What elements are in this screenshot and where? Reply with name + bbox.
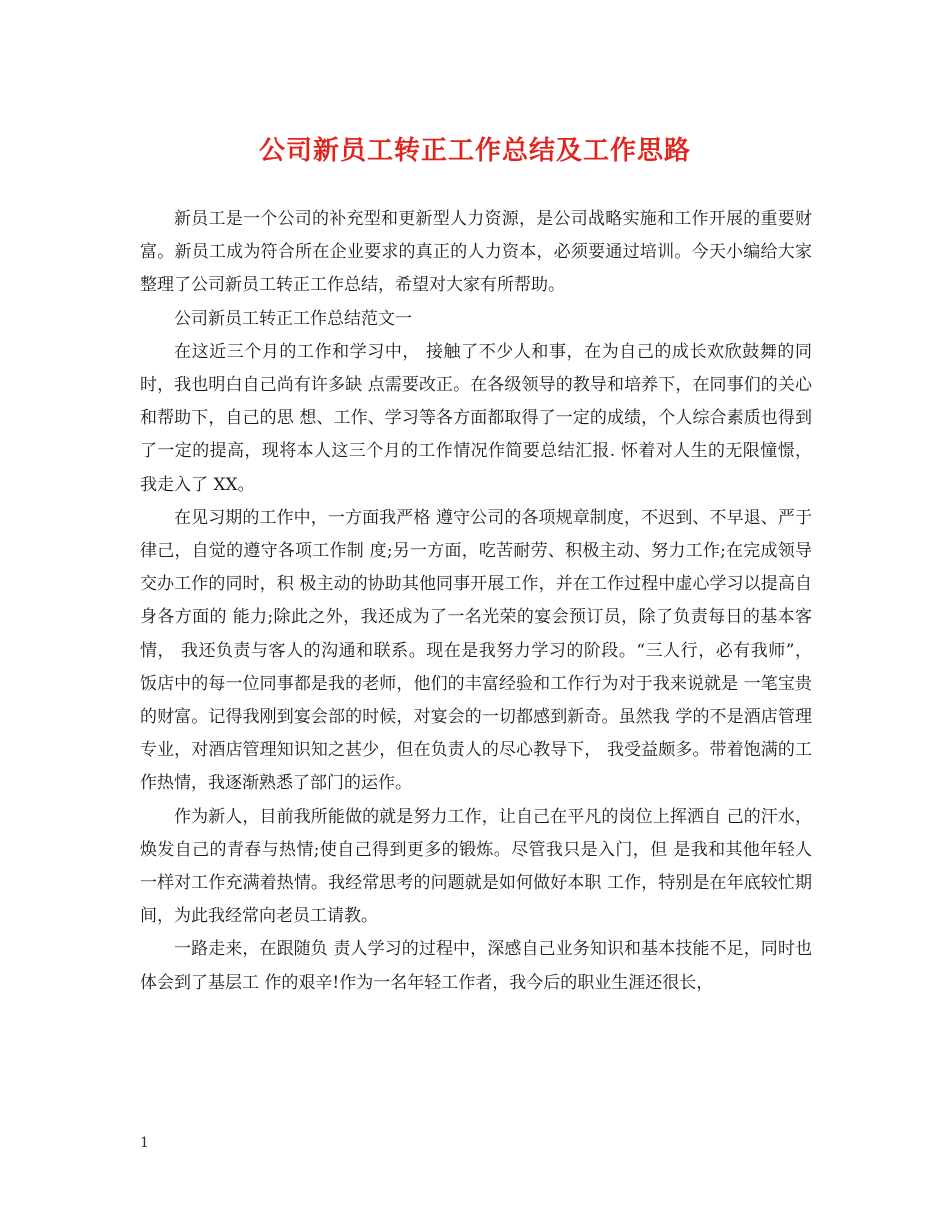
paragraph-intro: 新员工是一个公司的补充型和更新型人力资源，是公司战略实施和工作开展的重要财富。新员工成为符合所在企业要求的真正的人力资本，必须要通过培训。今天小编给大家整理了公司新员工转正工作总结，希望对大家有所帮助。	[140, 209, 812, 296]
page-number: 1	[140, 1135, 149, 1151]
paragraph-2: 在见习期的工作中，一方面我严格 遵守公司的各项规章制度，不迟到、不早退、严于律己，自觉的遵守各项工作制 度;另一方面，吃苦耐劳、积极主动、努力工作;在完成领导交办工作的同时，积 极主动的协助其他同事开展工作，并在工作过程中虚心学习以提高自身各方面的 能力;除此之外，我还成为了一名光荣的宴会预订员，除了负责每日的基本客情， 我还负责与客人的沟通和联系。现在是我努力学习的阶段。“三人行，必有我师”， 饭店中的每一位同事都是我的老师，他们的丰富经验和工作行为对于我来说就是 一笔宝贵的财富。记得我刚到宴会部的时候，对宴会的一切都感到新奇。虽然我 学的不是酒店管理专业，对酒店管理知识知之甚少，但在负责人的尽心教导下， 我受益颇多。带着饱满的工作热情，我逐渐熟悉了部门的运作。	[140, 507, 812, 794]
paragraph-1: 在这近三个月的工作和学习中， 接触了不少人和事，在为自己的成长欢欣鼓舞的同时，我也明白自己尚有许多缺 点需要改正。在各级领导的教导和培养下，在同事们的关心和帮助下，自己的思 想、工作、学习等各方面都取得了一定的成绩，个人综合素质也得到了一定的提高，现将本人这三个月的工作情况作简要总结汇报. 怀着对人生的无限憧憬，我走入了 XX。	[140, 341, 812, 495]
document-title: 公司新员工转正工作总结及工作思路	[258, 136, 691, 166]
paragraph-4: 一路走来，在跟随负 责人学习的过程中，深感自己业务知识和基本技能不足，同时也体会到了基层工 作的艰辛!作为一名年轻工作者，我今后的职业生涯还很长，	[140, 939, 812, 993]
paragraph-3: 作为新人，目前我所能做的就是努力工作，让自己在平凡的岗位上挥洒自 己的汗水，焕发自己的青春与热情;使自己得到更多的锻炼。尽管我只是入门，但 是我和其他年轻人一样对工作充满着热情。我经常思考的问题就是如何做好本职 工作，特别是在年底较忙期间，为此我经常向老员工请教。	[140, 806, 812, 927]
paragraph-section-heading: 公司新员工转正工作总结范文一	[174, 308, 412, 329]
document-body	[140, 203, 812, 1000]
